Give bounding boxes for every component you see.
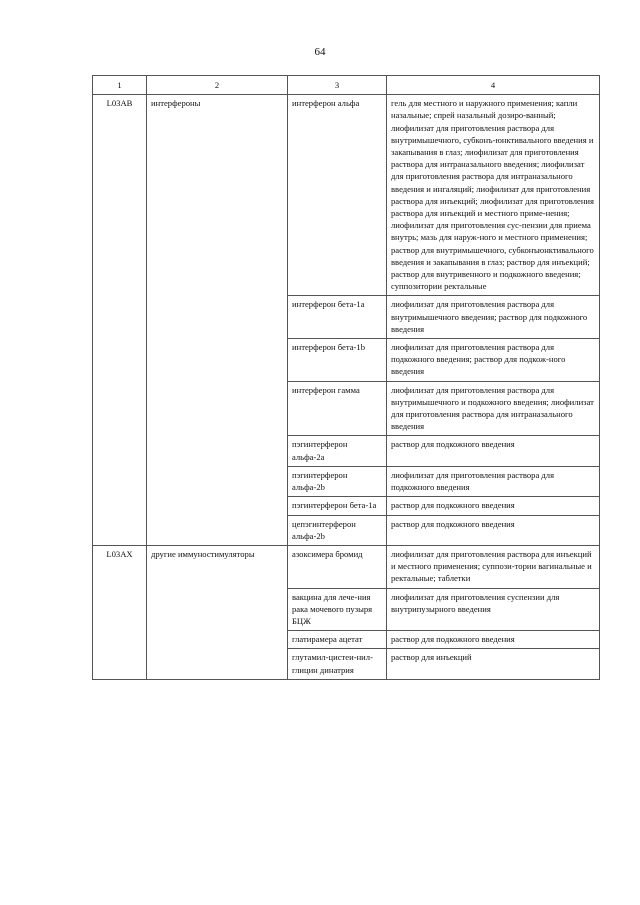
column-header: 4 <box>387 76 600 95</box>
dosage-form: лиофилизат для приготовления раствора для подкожного введения; раствор для подкож-ного введения <box>387 339 600 382</box>
drug-name: интерферон бета-1b <box>288 339 387 382</box>
drug-name: глутамил-цистеи-нил-глицин динатрия <box>288 649 387 679</box>
column-header: 3 <box>288 76 387 95</box>
dosage-form: лиофилизат для приготовления раствора для внутримышечного и подкожного введения; лиофилизат для приготовления раствора для интраназального введения <box>387 381 600 436</box>
atc-code: L03AX <box>93 545 147 679</box>
drug-name: вакцина для лече-ния рака мочевого пузыря БЦЖ <box>288 588 387 631</box>
dosage-form: раствор для подкожного введения <box>387 436 600 466</box>
drug-name: пэгинтерферон альфа-2b <box>288 466 387 496</box>
dosage-form: гель для местного и наружного применения; капли назальные; спрей назальный дозиро-ванный; лиофилизат для приготовления раствора для внутримышечного, субконъ-юнктивального введения и закапывания в глаз; лиофилизат для приготовления раствора для интраназального введения; лиофилизат для приготовления раствора для интраназального введения и ингаляций; лиофилизат для приготовления раствора для инъекций; лиофилизат для приготовления раствора для инъекций и местного приме-нения; лиофилизат для приготовления сус-пензии для приема внутрь; мазь для наруж-ного и местного применения; раствор для внутримышечного, субконъюнктивального введения и закапывания в глаз; раствор для инъекций; раствор для внутривенного и подкожного введения; суппозитории ректальные <box>387 95 600 296</box>
dosage-form: раствор для подкожного введения <box>387 497 600 515</box>
table-row <box>93 545 600 588</box>
dosage-form: раствор для подкожного введения <box>387 515 600 545</box>
column-header: 1 <box>93 76 147 95</box>
group-name: интерфероны <box>147 95 288 546</box>
drug-name: глатирамера ацетат <box>288 631 387 649</box>
dosage-form: лиофилизат для приготовления раствора для инъекций и местного применения; суппози-тории вагинальные и ректальные; таблетки <box>387 545 600 588</box>
dosage-form: лиофилизат для приготовления суспензии для внутрипузырного введения <box>387 588 600 631</box>
group-name: другие иммуностимуляторы <box>147 545 288 679</box>
drug-name: азоксимера бромид <box>288 545 387 588</box>
dosage-form: лиофилизат для приготовления раствора для внутримышечного введения; раствор для подкожного введения <box>387 296 600 339</box>
drug-table <box>92 75 600 680</box>
dosage-form: раствор для подкожного введения <box>387 631 600 649</box>
page-number: 64 <box>314 46 326 58</box>
table-row <box>93 95 600 296</box>
atc-code: L03AB <box>93 95 147 546</box>
dosage-form: лиофилизат для приготовления раствора для подкожного введения <box>387 466 600 496</box>
drug-name: интерферон гамма <box>288 381 387 436</box>
drug-name: пэгинтерферон альфа-2a <box>288 436 387 466</box>
drug-name: интерферон бета-1a <box>288 296 387 339</box>
dosage-form: раствор для инъекций <box>387 649 600 679</box>
drug-name: цепэгинтерферон альфа-2b <box>288 515 387 545</box>
drug-name: пэгинтерферон бета-1a <box>288 497 387 515</box>
drug-name: интерферон альфа <box>288 95 387 296</box>
header-row <box>93 76 600 95</box>
column-header: 2 <box>147 76 288 95</box>
